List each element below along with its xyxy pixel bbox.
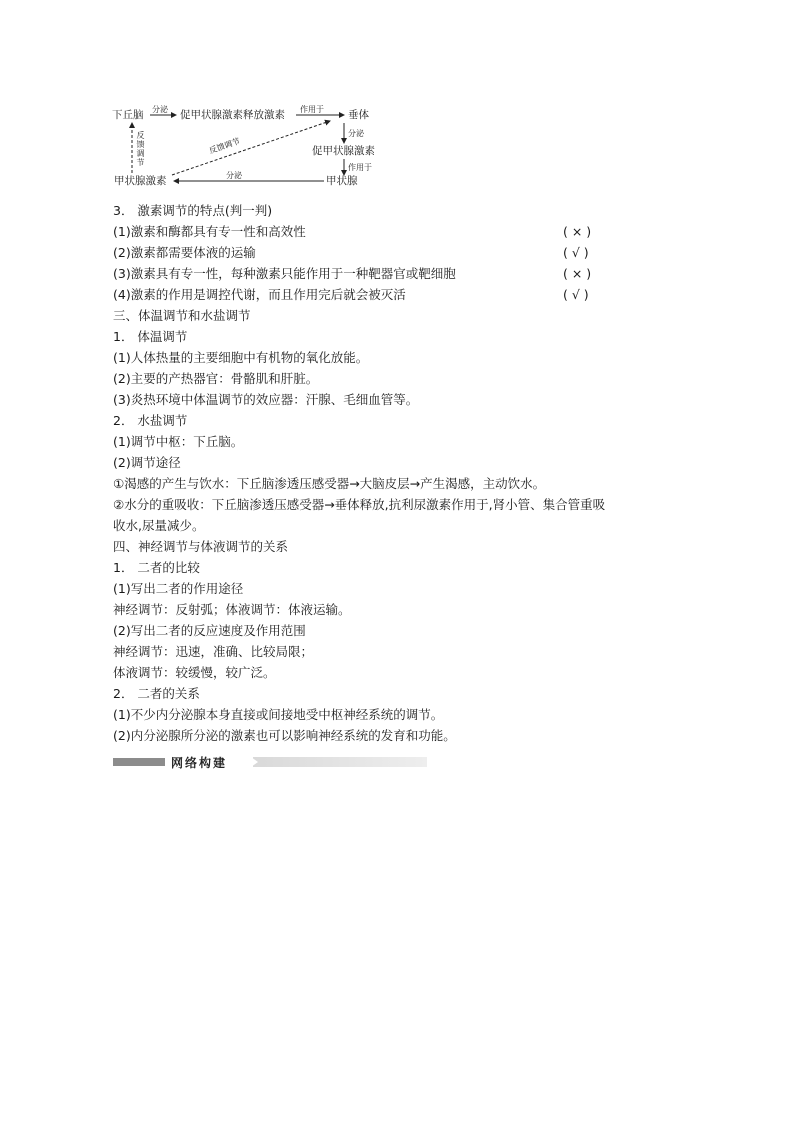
thyroxine-label: 甲状腺激素 — [114, 175, 167, 187]
water-path-2-cont: 收水,尿量减少。 — [113, 518, 205, 533]
banner-left-bar — [113, 758, 165, 766]
secrete-label-2: 分泌 — [348, 129, 364, 138]
network-construction-banner — [113, 755, 427, 769]
temp-regulation-heading: 1． 体温调节 — [113, 329, 188, 344]
secrete-label-3: 分泌 — [226, 171, 242, 180]
temp-item-1: (1)人体热量的主要细胞中有机物的氧化放能。 — [113, 350, 369, 365]
section-three-heading: 三、体温调节和水盐调节 — [113, 308, 251, 323]
judge-item-2: (2)激素都需要体液的运输 — [113, 245, 256, 260]
temp-item-2: (2)主要的产热器官：骨骼肌和肝脏。 — [113, 371, 319, 386]
feedback-diagonal-label: 反馈调节 — [208, 136, 242, 156]
hypothalamus-label: 下丘脑 — [112, 109, 144, 121]
comparison-item-2: (2)写出二者的反应速度及作用范围 — [113, 623, 306, 638]
water-path-2: ②水分的重吸收：下丘脑渗透压感受器→垂体释放,抗利尿激素作用于,肾小管、集合管重吸 — [113, 497, 606, 512]
hormone-feedback-diagram — [112, 103, 392, 193]
pituitary-label: 垂体 — [348, 109, 369, 121]
water-item-1: (1)调节中枢：下丘脑。 — [113, 434, 244, 449]
comparison-item-1: (1)写出二者的作用途径 — [113, 581, 244, 596]
water-item-2: (2)调节途径 — [113, 455, 181, 470]
water-regulation-heading: 2． 水盐调节 — [113, 413, 188, 428]
feedback-vertical-label: 反馈调节 — [136, 131, 145, 167]
judge-item-1: (1)激素和酶都具有专一性和高效性 — [113, 224, 306, 239]
banner-chevron — [251, 757, 258, 767]
comparison-item-1-answer: 神经调节：反射弧；体液调节：体液运输。 — [113, 602, 351, 617]
trh-label: 促甲状腺激素释放激素 — [180, 109, 285, 121]
comparison-item-2-neural: 神经调节：迅速，准确、比较局限； — [113, 644, 314, 659]
banner-title: 网络构建 — [171, 756, 228, 770]
section-3-heading: 3． 激素调节的特点(判一判) — [113, 203, 273, 218]
relationship-item-2: (2)内分泌腺所分泌的激素也可以影响神经系统的发育和功能。 — [113, 728, 456, 743]
banner-right-bar — [253, 757, 427, 767]
judge-mark-1: ( × ) — [563, 224, 592, 239]
relationship-heading: 2． 二者的关系 — [113, 686, 200, 701]
thyroid-label: 甲状腺 — [326, 175, 358, 187]
section-four-heading: 四、神经调节与体液调节的关系 — [113, 539, 289, 554]
acts-on-label-2: 作用于 — [348, 163, 372, 172]
judge-item-4: (4)激素的作用是调控代谢，而且作用完后就会被灭活 — [113, 287, 406, 302]
judge-item-3: (3)激素具有专一性，每种激素只能作用于一种靶器官或靶细胞 — [113, 266, 456, 281]
judge-mark-2: ( √ ) — [563, 245, 589, 260]
relationship-item-1: (1)不少内分泌腺本身直接或间接地受中枢神经系统的调节。 — [113, 707, 444, 722]
comparison-heading: 1． 二者的比较 — [113, 560, 200, 575]
tsh-label: 促甲状腺激素 — [312, 145, 375, 157]
judge-mark-3: ( × ) — [563, 266, 592, 281]
comparison-item-2-humoral: 体液调节：较缓慢，较广泛。 — [113, 665, 276, 680]
judge-mark-4: ( √ ) — [563, 287, 589, 302]
temp-item-3: (3)炎热环境中体温调节的效应器：汗腺、毛细血管等。 — [113, 392, 419, 407]
acts-on-label-1: 作用于 — [300, 105, 324, 114]
secrete-label-1: 分泌 — [152, 105, 168, 114]
water-path-1: ①渴感的产生与饮水：下丘脑渗透压感受器→大脑皮层→产生渴感，主动饮水。 — [113, 476, 546, 491]
